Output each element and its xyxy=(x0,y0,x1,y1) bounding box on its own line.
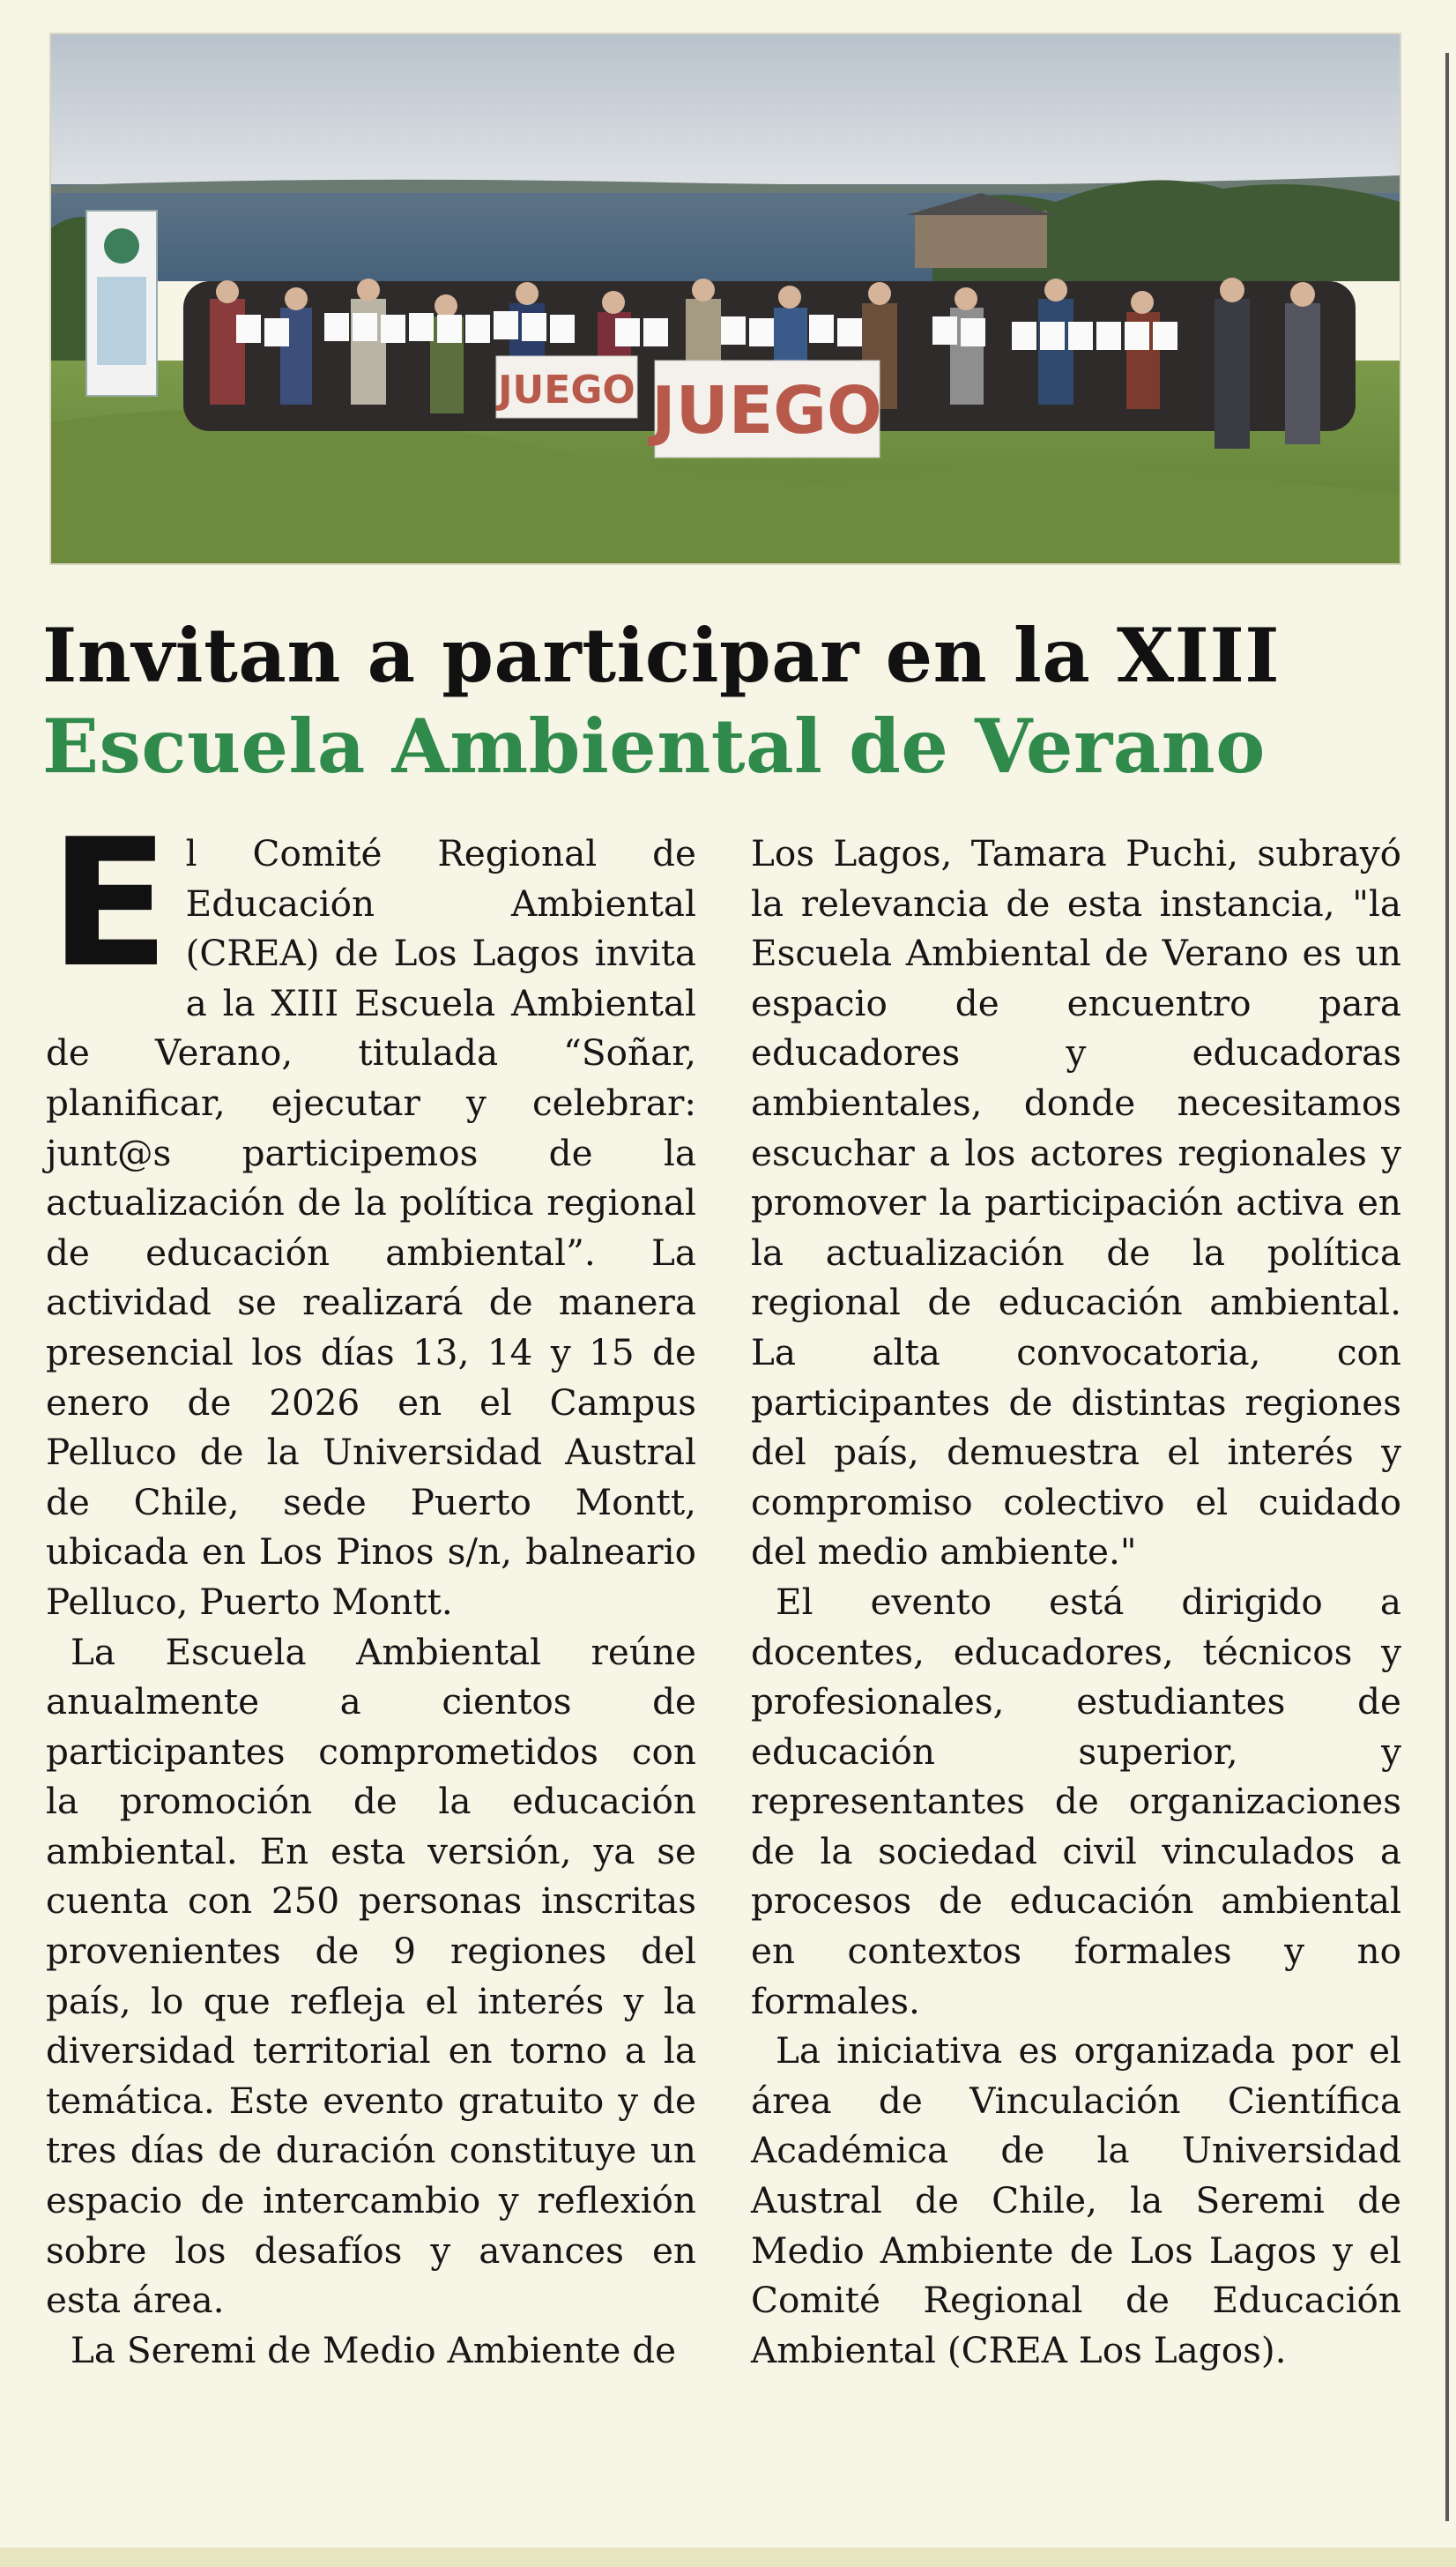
page-edge-rule xyxy=(1445,53,1449,2521)
article-paragraph: El evento está dirigido a docentes, educadores, técnicos y profesionales, estudiantes de educación superior, y representantes de organizaciones de la sociedad civil vinculados a procesos de educación ambiental en contextos formales y no formales. xyxy=(751,1580,1401,2022)
headline-line-1: Invitan a participar en la XIII xyxy=(42,612,1281,700)
bottom-band xyxy=(0,2548,1456,2567)
article-paragraph: La Seremi de Medio Ambiente de xyxy=(71,2328,677,2371)
article-column-left xyxy=(46,801,696,2375)
roll-up-banner xyxy=(86,211,157,396)
headline-line-2: Escuela Ambiental de Verano xyxy=(42,703,1266,791)
drop-cap: E xyxy=(49,801,170,1007)
group-photo xyxy=(49,33,1401,565)
article-paragraph: La iniciativa es organizada por el área de Vinculación Científica Académica de la Universidad Austral de Chile, la Seremi de Medio Ambiente de Los Lagos y el Comité Regional de Educación Ambiental (CREA Los Lagos). xyxy=(751,2029,1401,2371)
juego-small-text: JUEGO xyxy=(498,368,635,413)
juego-sign-large xyxy=(647,361,882,458)
sky xyxy=(51,34,1400,193)
article-column-right xyxy=(751,829,1401,2375)
headline xyxy=(42,611,1417,792)
juego-sign-small xyxy=(495,356,637,418)
building xyxy=(915,211,1047,268)
group-photo-illustration xyxy=(51,34,1400,563)
juego-large-text: JUEGO xyxy=(651,373,882,449)
article-paragraph: Los Lagos, Tamara Puchi, subrayó la relevancia de esta instancia, "la Escuela Ambiental de Verano es un espacio de encuentro para educadores y educadoras ambientales, donde necesitamos escuchar a los actores regionales y promover la participación activa en la actualización de la política regional de educación ambiental. La alta convocatoria, con participantes de distintas regiones del país, demuestra el interés y compromiso colectivo el cuidado del medio ambiente." xyxy=(751,832,1401,1574)
article-paragraph: l Comité Regional de Educación Ambiental (CREA) de Los Lagos invita a la XIII Escuela Ambiental de Verano, titulada “Soñar, planificar, ejecutar y celebrar: junt@s participemos de la actualización de la política regional de educación ambiental”. La actividad se realizará de manera presencial los días 13, 14 y 15 de enero de 2026 en el Campus Pelluco de la Universidad Austral de Chile, sede Puerto Montt, ubicada en Los Pinos s/n, balneario Pelluco, Puerto Montt. xyxy=(46,832,696,1623)
article-paragraph: La Escuela Ambiental reúne anualmente a cientos de participantes comprometidos con la promoción de la educación ambiental. En esta versión, ya se cuenta con 250 personas inscritas provenientes de 9 regiones del país, lo que refleja el interés y la diversidad territorial en torno a la temática. Este evento gratuito y de tres días de duración constituye un espacio de intercambio y reflexión sobre los desafíos y avances en esta área. xyxy=(46,1630,696,2322)
